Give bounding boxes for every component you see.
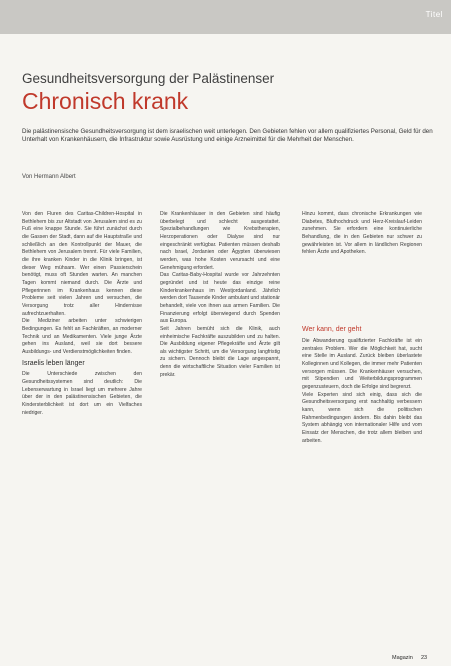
article-kicker: Gesundheitsversorgung der Palästinenser	[22, 71, 275, 86]
text-column-3-top	[302, 211, 422, 333]
header-bar	[0, 0, 451, 34]
text-column-1	[22, 211, 142, 643]
article-headline: Chronisch krank	[22, 88, 189, 114]
article-lead: Die palästinensische Gesundheitsversorgung ist dem israelischen weit unterlegen. Den Gebieten fehlen vor allem qualifiziertes Personal, Geld für den Unterhalt von Krankenhäusern, die Infrastruktur sowie Ausrüstung und einige Arzneimittel für die Mehrheit der Menschen.	[22, 128, 433, 144]
text-column-2	[160, 211, 280, 643]
paragraph: Die Mediziner arbeiten unter schwierigen Bedingungen. Es fehlt an Fachkräften, an moderner Technik und an Medikamenten. Viele junge Ärzte gehen ins Ausland, weil sie dort bessere Ausbildungs- und Verdienstmöglichkeiten finden.	[22, 318, 142, 355]
paragraph: Die Krankenhäuser in den Gebieten sind häufig überbelegt und schlecht ausgestattet. Spezialbehandlungen wie Krebstherapien, Herzoperationen oder Dialyse sind nur eingeschränkt verfügbar. Patienten müssen deshalb nach Israel, Jordanien oder Ägypten überwiesen werden, was hohe Kosten verursacht und eine Genehmigung erfordert.	[160, 211, 280, 271]
footer-label: Magazin	[392, 655, 413, 661]
article-byline: Von Hermann Albert	[22, 174, 76, 180]
page-number: 23	[421, 655, 428, 661]
text-column-3-bottom	[302, 338, 422, 643]
paragraph: Viele Experten sind sich einig, dass sich die Gesundheitsversorgung erst nachhaltig verbessern kann, wenn sich die politischen Rahmenbedingungen ändern. Bis dahin bleibt das System abhängig von internationaler Hilfe und vom Einsatz der Menschen, die trotz allem bleiben und arbeiten.	[302, 391, 422, 444]
paragraph: Von den Fluren des Caritas-Children-Hospital in Bethlehem bis zur Altstadt von Jerusalem sind es zu Fuß eine knappe Stunde. Sie führt zunächst durch die Gassen der Stadt, dann auf die Hauptstraße und schließlich an den Kontrollpunkt der Mauer, die Bethlehem von Jerusalem trennt. Für viele Familien, die ihre kranken Kinder in die Klinik bringen, ist dieser Weg mühsam. Wer einen Passierschein benötigt, muss oft Stunden warten. An manchen Tagen kommt niemand durch. Die Ärzte und Pflegerinnen im Krankenhaus kennen diese Probleme seit vielen Jahren und versuchen, die Versorgung trotz aller Hindernisse aufrechtzuerhalten.	[22, 211, 142, 317]
paragraph: Das Caritas-Baby-Hospital wurde vor Jahrzehnten gegründet und ist heute das einzige reine Kinderkrankenhaus im Westjordanland. Jährlich werden dort Tausende Kinder ambulant und stationär behandelt, viele von ihnen aus armen Familien. Die Finanzierung erfolgt überwiegend durch Spenden aus Europa.	[160, 272, 280, 325]
paragraph: Die Abwanderung qualifizierter Fachkräfte ist ein zentrales Problem. Wer die Möglichkeit hat, sucht eine Stelle im Ausland. Zurück bleiben überlastete Kolleginnen und Kollegen, die immer mehr Patienten versorgen müssen. Die Krankenhäuser versuchen, mit Stipendien und Weiterbildungsprogrammen gegenzusteuern, doch die Erfolge sind begrenzt.	[302, 338, 422, 390]
subheading: Israelis leben länger	[22, 360, 85, 368]
section-tag: Titel	[425, 10, 443, 19]
paragraph: Die Unterschiede zwischen den Gesundheitssystemen sind deutlich: Die Lebenserwartung in Israel liegt um mehrere Jahre über der in den palästinensischen Gebieten, die Kindersterblichkeit ist dort um ein Vielfaches niedriger.	[22, 371, 142, 416]
paragraph: Hinzu kommt, dass chronische Erkrankungen wie Diabetes, Bluthochdruck und Herz-Kreislauf-Leiden zunehmen. Sie erfordern eine kontinuierliche Behandlung, die in den Gebieten nur schwer zu gewährleisten ist. Vor allem in ländlichen Regionen fehlen Ärzte und Apotheken.	[302, 211, 422, 256]
paragraph: Seit Jahren bemüht sich die Klinik, auch einheimische Fachkräfte auszubilden und zu halten. Die Ausbildung eigener Pflegekräfte und Ärzte gilt als wichtigster Schritt, um die Versorgung langfristig zu sichern. Dennoch bleibt die Lage angespannt, denn die wirtschaftliche Situation vieler Familien ist prekär.	[160, 325, 280, 378]
subheading: Wer kann, der geht	[302, 326, 362, 333]
